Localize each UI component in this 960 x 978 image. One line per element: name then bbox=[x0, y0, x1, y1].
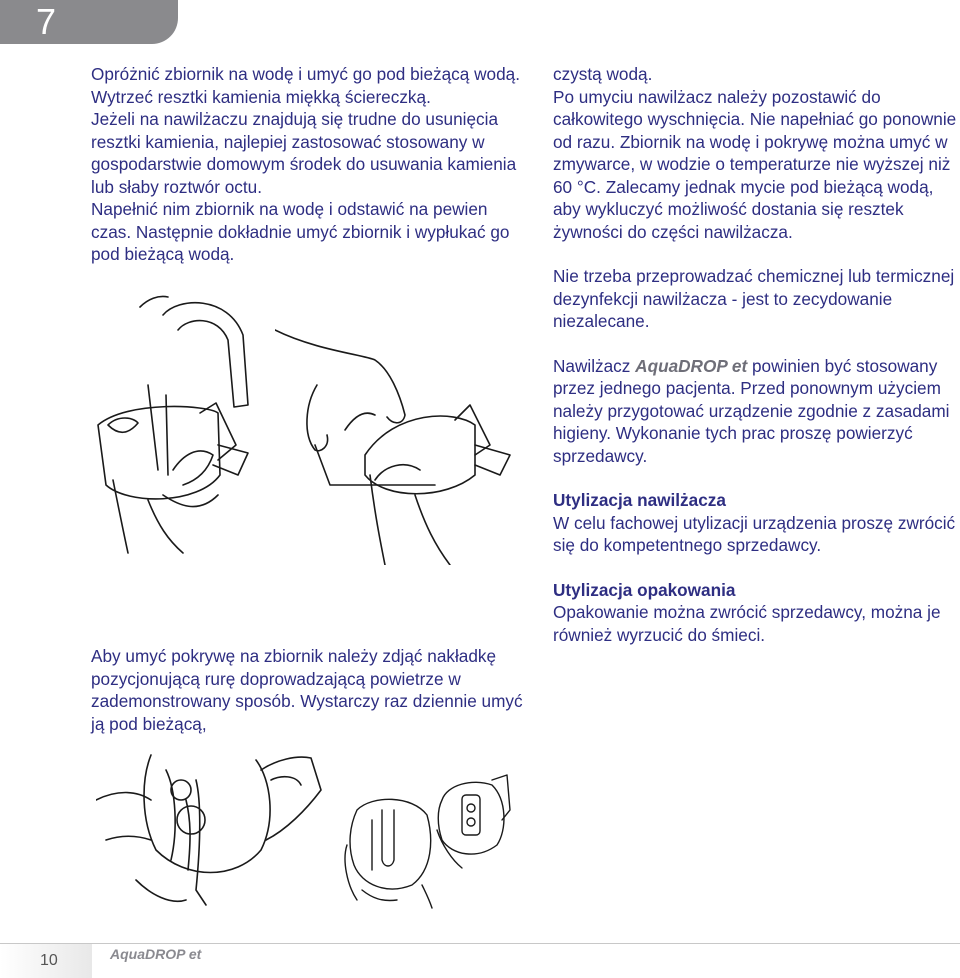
illustration-cap-angle bbox=[432, 770, 512, 870]
illustration-rinsing-tank bbox=[88, 295, 278, 560]
heading-packaging-disposal: Utylizacja opakowania bbox=[553, 579, 736, 600]
text-single-patient bbox=[553, 355, 960, 468]
text-packaging-disposal: Opakowanie można zwrócić sprzedawcy, można je również wyrzucić do śmieci. bbox=[553, 602, 941, 645]
footer-brand-logo: AquaDROP et bbox=[110, 946, 202, 962]
brand-name-inline: AquaDROP et bbox=[635, 355, 748, 376]
instruction-fill-rinse: Napełnić nim zbiornik na wodę i odstawić na pewien czas. Następnie dokładnie umyć zbiornik i wypłukać go pod bieżącą wodą. bbox=[91, 199, 510, 264]
illustration-wiping-tank bbox=[275, 325, 515, 565]
page-number: 10 bbox=[40, 952, 58, 969]
text-clean-water: czystą wodą. bbox=[553, 64, 653, 84]
section-number: 7 bbox=[36, 1, 57, 42]
text-single-patient-suffix: powinien być stosowany przez jednego pacjenta. Przed ponownym użyciem należy przygotować urządzenie zgodnie z zasadami higieny. Wykonanie tych prac proszę powierzyć sprzedawcy. bbox=[553, 355, 950, 466]
heading-device-disposal: Utylizacja nawilżacza bbox=[553, 490, 726, 510]
text-single-patient-prefix: Nawilżacz bbox=[553, 355, 631, 376]
instruction-cover-cleaning: Aby umyć pokrywę na zbiornik należy zdjąć nakładkę pozycjonującą rurę doprowadzającą powietrze w zademonstrowany sposób. Wystarczy raz dziennie umyć ją pod bieżącą, bbox=[91, 646, 523, 734]
section-tab bbox=[0, 0, 178, 44]
instruction-descaler: Jeżeli na nawilżaczu znajdują się trudne do usunięcia resztki kamienia, najlepiej zastosować stosowany w gospodarstwie domowym środek do usuwania kamienia lub słaby roztwór octu. bbox=[91, 109, 517, 197]
right-text bbox=[553, 63, 960, 646]
footer-divider bbox=[0, 943, 960, 944]
text-device-disposal: W celu fachowej utylizacji urządzenia proszę zwrócić się do kompetentnego sprzedawcy. bbox=[553, 512, 956, 555]
instruction-empty-tank: Opróżnić zbiornik na wodę i umyć go pod bieżącą wodą. Wytrzeć resztki kamienia miękką ściereczką. bbox=[91, 64, 520, 107]
left-text-top bbox=[91, 63, 531, 266]
left-text-bottom bbox=[91, 645, 531, 735]
illustration-removing-cap bbox=[96, 740, 326, 910]
text-drying-dishwasher: Po umyciu nawilżacz należy pozostawić do całkowitego wyschnięcia. Nie napełniać go ponownie od razu. Zbiornik na wodę i pokrywę można umyć w zmywarce, w wodzie o temperaturze nie wyższej niż 60 °C. Zalecamy jednak mycie pod bieżącą wodą, aby wykluczyć możliwość dostania się resztek żywności do części nawilżacza. bbox=[553, 86, 957, 242]
illustration-cap-front bbox=[342, 790, 437, 910]
text-disinfection: Nie trzeba przeprowadzać chemicznej lub termicznej dezynfekcji nawilżacza - jest to zecydowanie niezalecane. bbox=[553, 266, 955, 331]
